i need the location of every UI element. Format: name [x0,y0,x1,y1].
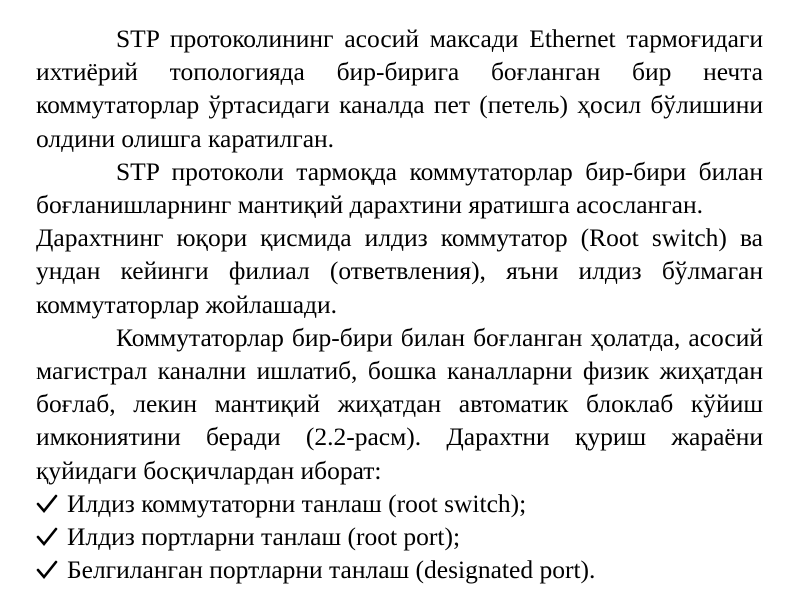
list-item [36,553,763,586]
list-item [36,520,763,553]
list-item-label: Илдиз коммутаторни танлаш (root switch); [67,488,527,518]
checkmark-icon [36,526,58,548]
paragraph-stp-tree: STP протоколи тармоқда коммутаторлар бир-бири билан боғланишларнинг мантиқий дарахтини яратишга асосланган. [36,156,763,220]
paragraph-blocking: Коммутаторлар бир-бири билан боғланган ҳолатда, асосий магистрал канални ишлатиб, бошка каналларни физик жиҳатдан боғлаб, лекин мантиқий жиҳатдан автоматик блоклаб кўйиш имкониятини беради (2.2-расм). Дарахтни қуриш жараёни қуйидаги босқичлардан иборат: [36,322,763,485]
checkmark-icon [36,559,58,581]
list-item-label: Илдиз портларни танлаш (root port); [67,522,461,552]
checkmark-icon [36,493,58,515]
document-page [36,22,763,586]
list-item-label: Белгиланган портларни танлаш (designated port). [67,555,596,585]
paragraph-root-switch: Дарахтнинг юқори қисмида илдиз коммутатор (Root switch) ва ундан кейинги филиал (ответвления), яъни илдиз бўлмаган коммутаторлар жойлашади. [36,223,763,319]
steps-list [36,487,763,587]
list-item [36,487,763,520]
paragraph-stp-purpose: STP протоколининг асосий максади Ethernet тармоғидаги ихтиёрий топологияда бир-бирига боғланган бир нечта коммутаторлар ўртасидаги каналда пет (петель) ҳосил бўлишини олдини олишга каратилган. [36,24,763,153]
